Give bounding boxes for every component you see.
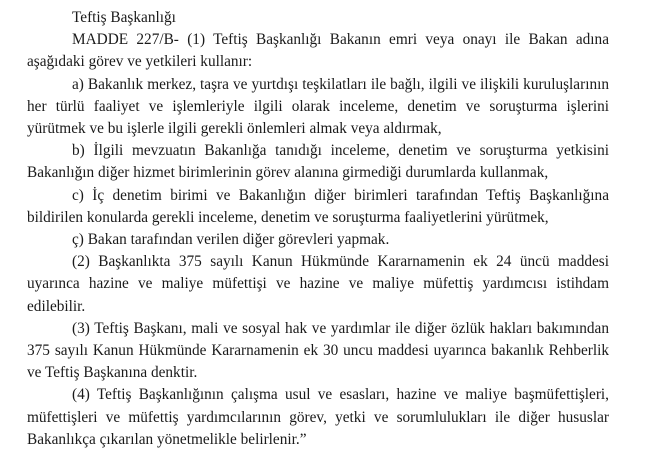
clause-cc-paragraph: ç) Bakan tarafından verilen diğer görevleri yapmak. — [72, 231, 390, 249]
clause-c-paragraph: c) İç denetim birimi ve Bakanlığın diğer birimleri tarafından Teftiş Başkanlığına bildirilen konularda gerekli inceleme, denetim ve soruşturma faaliyetlerini yürütmek, — [27, 186, 609, 226]
subsection-2-paragraph: (2) Başkanlıkta 375 sayılı Kanun Hükmünde Kararnamenin ek 24 üncü maddesi uyarınca hazine ve maliye müfettişi ve hazine ve maliye müfettiş yardımcısı istihdam edilebilir. — [27, 253, 609, 315]
clause-a-paragraph: a) Bakanlık merkez, taşra ve yurtdışı teşkilatları ile bağlı, ilgili ve ilişkili kuruluşlarının her türlü faaliyet ve işlemleriyle ilgili olarak inceleme, denetim ve soruşturma işlerini yürütmek ve bu işlerle ilgili gerekli önlemleri almak veya aldırmak, — [27, 75, 609, 138]
subsection-4-paragraph: (4) Teftiş Başkanlığının çalışma usul ve esasları, hazine ve maliye başmüfettişleri, müfettişleri ve müfettiş yardımcılarının görev, yetki ve sorumlulukları ile diğer hususlar Bakanlıkça çıkarılan yönetmelikle belirlenir.” — [27, 386, 609, 448]
article-intro-paragraph: MADDE 227/B- (1) Teftiş Başkanlığı Bakanın emri veya onayı ile Bakan adına aşağıdaki görev ve yetkileri kullanır: — [27, 31, 609, 71]
section-heading: Teftiş Başkanlığı — [72, 9, 176, 26]
clause-b-paragraph: b) İlgili mevzuatın Bakanlığa tanıdığı inceleme, denetim ve soruşturma yetkisini Bakanlığın diğer hizmet birimlerinin görev alanına girmediği durumlarda kullanmak, — [27, 142, 609, 182]
document-body — [27, 7, 609, 451]
subsection-3-paragraph: (3) Teftiş Başkanı, mali ve sosyal hak ve yardımlar ile diğer özlük hakları bakımından 375 sayılı Kanun Hükmünde Kararnamenin ek 30 uncu maddesi uyarınca bakanlık Rehberlik ve Teftiş Başkanına denktir. — [27, 319, 609, 382]
